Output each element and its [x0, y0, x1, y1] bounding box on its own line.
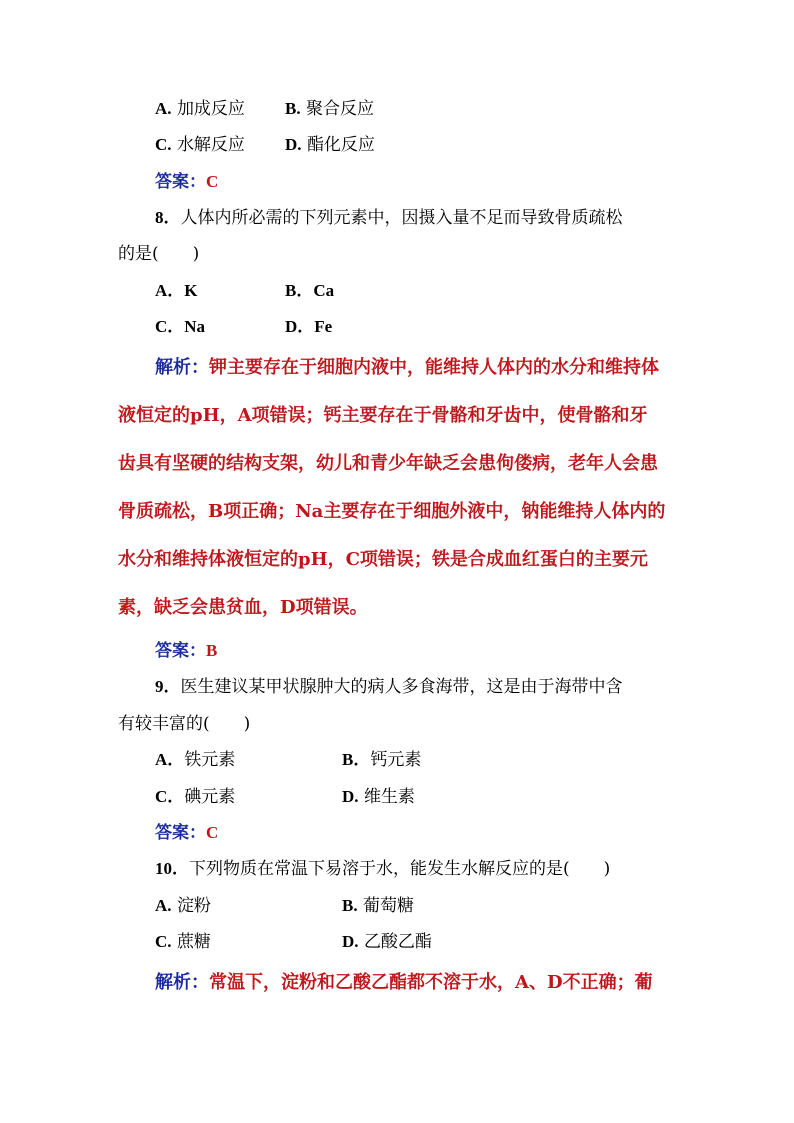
q7-option-d: D. 酯化反应: [285, 135, 375, 155]
q8-analysis-line6: 素，缺乏会患贫血，D项错误。: [118, 597, 368, 618]
q10-analysis-line1: 解析：常温下，淀粉和乙酸乙酯都不溶于水，A、D不正确；葡: [155, 972, 653, 993]
q10-option-c: C. 蔗糖: [155, 932, 211, 952]
q8-analysis-line3: 齿具有坚硬的结构支架，幼儿和青少年缺乏会患佝偻病，老年人会患: [118, 453, 658, 474]
q8-option-c: C．Na: [155, 317, 206, 336]
q8-option-d: D．Fe: [285, 317, 333, 336]
q7-option-c: C. 水解反应: [155, 135, 245, 155]
q8-option-b: B．Ca: [285, 281, 335, 300]
q8-analysis-line5: 水分和维持体液恒定的pH，C项错误；铁是合成血红蛋白的主要元: [118, 549, 648, 570]
q8-stem-line2: 的是( ): [118, 244, 200, 264]
q7-option-a: A. 加成反应: [155, 99, 245, 119]
q7-answer: 答案：C: [155, 172, 219, 192]
q8-answer: 答案：B: [155, 641, 218, 661]
q8-stem-line1: 8．人体内所必需的下列元素中，因摄入量不足而导致骨质疏松: [155, 208, 623, 228]
q10-option-a: A. 淀粉: [155, 896, 211, 916]
q8-analysis-line1: 解析：钾主要存在于细胞内液中，能维持人体内的水分和维持体: [155, 357, 659, 378]
q9-stem-line1: 9．医生建议某甲状腺肿大的病人多食海带，这是由于海带中含: [155, 677, 623, 697]
q10-option-d: D. 乙酸乙酯: [342, 932, 432, 952]
q9-option-d: D. 维生素: [342, 787, 415, 807]
q9-option-c: C．碘元素: [155, 787, 236, 807]
q8-analysis-line2: 液恒定的pH，A项错误；钙主要存在于骨骼和牙齿中，使骨骼和牙: [118, 405, 648, 426]
q8-analysis-line4: 骨质疏松，B项正确；Na主要存在于细胞外液中，钠能维持人体内的: [118, 501, 666, 522]
q9-option-b: B．钙元素: [342, 750, 422, 770]
q9-stem-line2: 有较丰富的( ): [118, 714, 251, 734]
q7-option-b: B. 聚合反应: [285, 99, 374, 119]
q8-option-a: A．K: [155, 281, 198, 300]
q10-stem-line1: 10．下列物质在常温下易溶于水，能发生水解反应的是( ): [155, 859, 611, 879]
q10-option-b: B. 葡萄糖: [342, 896, 414, 916]
q9-option-a: A．铁元素: [155, 750, 236, 770]
q9-answer: 答案：C: [155, 823, 219, 843]
